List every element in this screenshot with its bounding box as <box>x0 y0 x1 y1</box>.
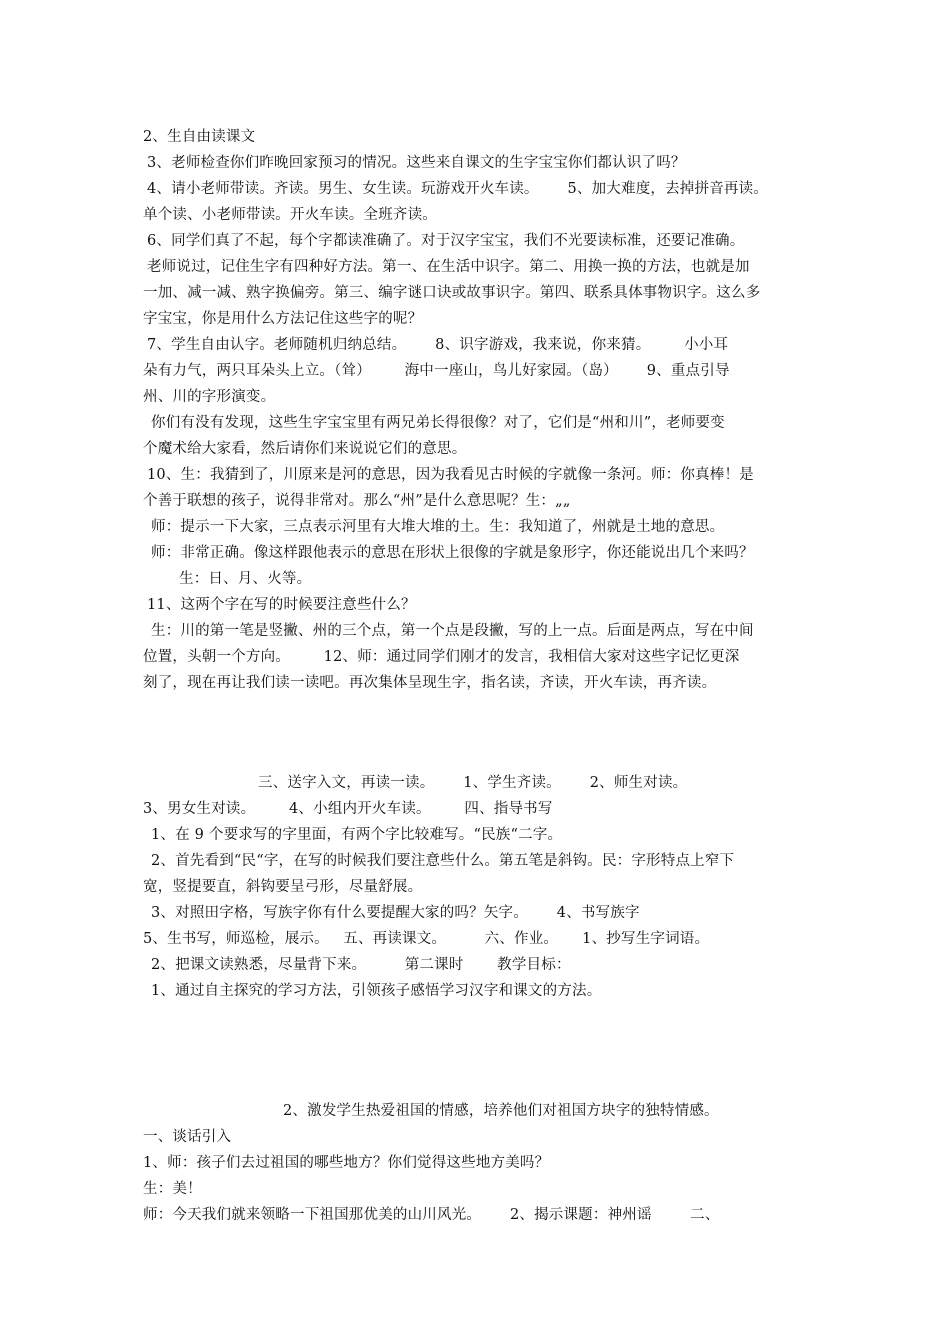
document-line: 5、生书写，师巡检，展示。 五、再读课文。 六、作业。 1、抄写生字词语。 <box>143 931 710 947</box>
document-line: 师：提示一下大家，三点表示河里有大堆大堆的土。生：我知道了，州就是土地的意思。 <box>151 519 725 535</box>
document-line: 州、川的字形演变。 <box>143 389 276 405</box>
document-line: 6、同学们真了不起，每个字都读准确了。对于汉字宝宝，我们不光要读标准，还要记准确。 <box>147 233 745 249</box>
document-line: 朵有力气，两只耳朵头上立。（耸） 海中一座山，鸟儿好家园。（岛） 9、重点引导 <box>143 363 730 379</box>
document-line: 师：今天我们就来领略一下祖国那优美的山川风光。 2、揭示课题：神州谣 二、 <box>143 1207 720 1223</box>
document-line: 10、生：我猜到了，川原来是河的意思，因为我看见古时候的字就像一条河。师：你真棒！是 <box>147 467 754 483</box>
document-line: 2、首先看到“民“字，在写的时候我们要注意些什么。第五笔是斜钩。民：字形特点上窄下 <box>151 853 735 869</box>
document-line: 刻了，现在再让我们读一读吧。再次集体呈现生字，指名读，齐读，开火车读，再齐读。 <box>143 675 717 691</box>
document-line: 你们有没有发现，这些生字宝宝里有两兄弟长得很像？对了，它们是“州和川”，老师要变 <box>151 415 725 431</box>
document-line: 1、在 9 个要求写的字里面，有两个字比较难写。“民族“二字。 <box>151 827 563 843</box>
document-line: 1、师：孩子们去过祖国的哪些地方？你们觉得这些地方美吗？ <box>143 1155 550 1171</box>
document-line: 2、生自由读课文 <box>143 129 256 145</box>
document-line: 4、请小老师带读。齐读。男生、女生读。玩游戏开火车读。 5、加大难度，去掉拼音再读。 <box>147 181 769 197</box>
document-line: 1、通过自主探究的学习方法，引领孩子感悟学习汉字和课文的方法。 <box>151 983 602 999</box>
document-line: 7、学生自由认字。老师随机归纳总结。 8、识字游戏，我来说，你来猜。 小小耳 <box>147 337 729 353</box>
document-line: 三、送字入文，再读一读。 1、学生齐读。 2、师生对读。 <box>258 775 688 791</box>
document-line: 3、老师检查你们昨晚回家预习的情况。这些来自课文的生字宝宝你们都认识了吗？ <box>147 155 686 171</box>
document-line: 师：非常正确。像这样跟他表示的意思在形状上很像的字就是象形字，你还能说出几个来吗？ <box>151 545 754 561</box>
document-line: 个善于联想的孩子，说得非常对。那么“州”是什么意思呢？生：„„ <box>143 493 571 509</box>
document-line: 11、这两个字在写的时候要注意些什么？ <box>147 597 416 613</box>
document-line: 单个读、小老师带读。开火车读。全班齐读。 <box>143 207 437 223</box>
document-line: 3、男女生对读。 4、小组内开火车读。 四、指导书写 <box>143 801 553 817</box>
document-line: 生：美！ <box>143 1181 202 1197</box>
document-line: 2、激发学生热爱祖国的情感，培养他们对祖国方块字的独特情感。 <box>283 1103 719 1119</box>
document-line: 一、谈话引入 <box>143 1129 232 1145</box>
document-line: 生：川的第一笔是竖撇、州的三个点，第一个点是段撇，写的上一点。后面是两点，写在中间 <box>151 623 754 639</box>
document-line: 个魔术给大家看，然后请你们来说说它们的意思。 <box>143 441 467 457</box>
document-line: 2、把课文读熟悉，尽量背下来。 第二课时 教学目标： <box>151 957 571 973</box>
document-line: 3、对照田字格，写族字你有什么要提醒大家的吗？矢字。 4、书写族字 <box>151 905 640 921</box>
document-line: 位置，头朝一个方向。 12、师：通过同学们刚才的发言，我相信大家对这些字记忆更深 <box>143 649 740 665</box>
document-line: 老师说过，记住生字有四种好方法。第一、在生活中识字。第二、用换一换的方法，也就是加 <box>147 259 750 275</box>
document-line: 生：日、月、火等。 <box>179 571 312 587</box>
document-line: 字宝宝，你是用什么方法记住这些字的呢？ <box>143 311 423 327</box>
document-line: 一加、减一减、熟字换偏旁。第三、编字谜口诀或故事识字。第四、联系具体事物识字。这么多 <box>143 285 761 301</box>
document-line: 宽，竖提要直，斜钩要呈弓形，尽量舒展。 <box>143 879 423 895</box>
